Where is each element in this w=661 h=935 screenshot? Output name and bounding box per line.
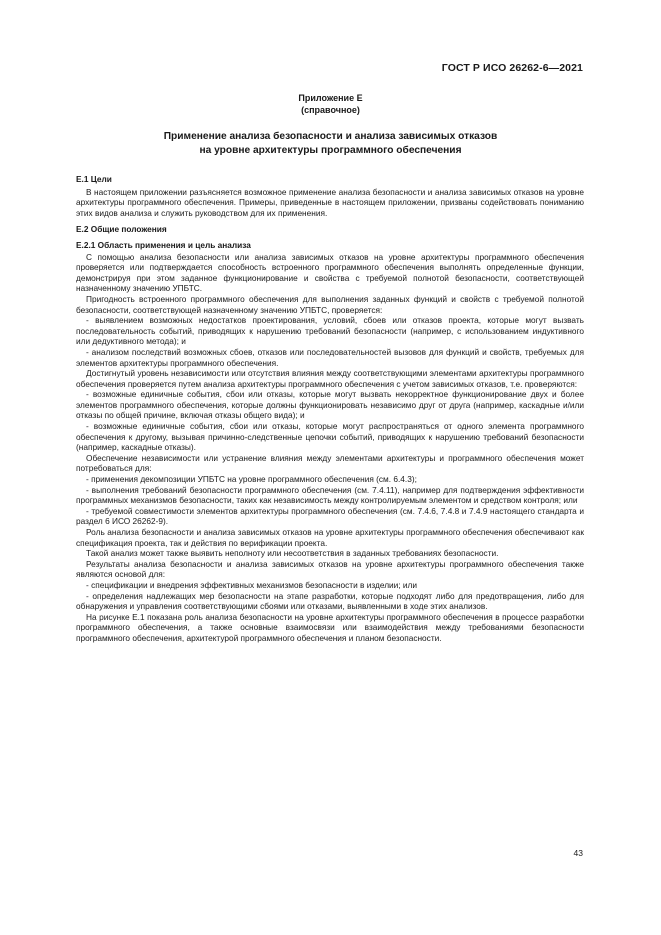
appendix-type: (справочное)	[301, 104, 360, 115]
section-e1-paragraph: В настоящем приложении разъясняется возможное применение анализа безопасности и анализа зависимых отказов на уровне архитектуры программного обеспечения. Примеры, приведенные в настоящем приложении, призваны содействовать пониманию этих видов анализа и служить руководством для их применения.	[76, 186, 584, 218]
section-e2-heading: Е.2 Общие положения	[76, 224, 167, 235]
list-item: - спецификации и внедрения эффективных механизмов безопасности в изделии; или	[86, 579, 418, 590]
appendix-heading	[0, 93, 661, 116]
body-text	[76, 174, 584, 644]
paragraph: Роль анализа безопасности и анализа зависимых отказов на уровне архитектуры программного обеспечения обеспечивают как спецификация проекта, так и действия по верификации проекта.	[76, 527, 584, 548]
list-item: - определения надлежащих мер безопасности на этапе разработки, которые подходят либо для предотвращения, либо для обнаружения и управления соответствующими сбоями или отказами, выявленными в ходе этих анализов.	[76, 590, 584, 612]
paragraph: Пригодность встроенного программного обеспечения для выполнения заданных функций и свойств с требуемой полнотой безопасности, соответствующей назначенному значению УПБТС, проверяется:	[76, 293, 584, 315]
title-line-1: Применение анализа безопасности и анализа зависимых отказов	[163, 131, 498, 142]
paragraph: С помощью анализа безопасности или анализа зависимых отказов на уровне архитектуры программного обеспечения проверяется или подтверждается способность встроенного программного обеспечения выполнять определенные функции, демонстрируя при этом заданное функционирование и свойства с требуемой полнотой безопасности, соответствующей назначенному значению УПБТС.	[76, 251, 584, 294]
paragraph: На рисунке Е.1 показана роль анализа безопасности на уровне архитектуры программного обеспечения в процессе разработки программного обеспечения, а также основные взаимосвязи или взаимодействия между требованиями безопасности программного обеспечения, архитектурой программного обеспечения и планом безопасности.	[76, 611, 584, 643]
list-item: - требуемой совместимости элементов архитектуры программного обеспечения (см. 7.4.6, 7.4.8 и 7.4.9 настоящего стандарта и раздел 6 ИСО 26262-9).	[76, 505, 584, 527]
list-item: - применения декомпозиции УПБТС на уровне программного обеспечения (см. 6.4.3);	[86, 474, 417, 485]
appendix-title	[0, 130, 661, 157]
list-item: - выявлением возможных недостатков проектирования, условий, сбоев или отказов проекта, которые могут вызвать последовательность событий, приводящих к нарушению требований безопасности (например, с использованием индуктивного или дедуктивного метода); и	[76, 315, 584, 347]
title-line-2: на уровне архитектуры программного обеспечения	[199, 144, 462, 156]
paragraph: Достигнутый уровень независимости или отсутствия влияния между соответствующими элементами архитектуры программного обеспечения проверяется путем анализа архитектуры программного обеспечения с учетом зависимых отказов, т.е. проверяются:	[76, 368, 584, 389]
list-item: - возможные единичные события, сбои или отказы, которые могут распространяться от одного элемента программного обеспечения к другому, вызывая причинно-следственные цепочки событий, приводящих к нарушению требований безопасности (например, каскадные отказы).	[76, 421, 584, 453]
section-e1-heading: Е.1 Цели	[76, 174, 112, 184]
page-number: 43	[573, 848, 583, 858]
paragraph: Такой анализ может также выявить неполноту или несоответствия в заданных требованиях безопасности.	[86, 548, 499, 559]
list-item: - анализом последствий возможных сбоев, отказов или последовательностей вызовов для функций и свойств, требуемых для элементов архитектуры программного обеспечения.	[76, 346, 584, 368]
list-item: - выполнения требований безопасности программного обеспечения (см. 7.4.11), например для подтверждения эффективности программных механизмов безопасности, таких как независимость между контролируемым элементом и средством контроля; или	[76, 484, 584, 506]
document-code: ГОСТ Р ИСО 26262-6—2021	[441, 62, 583, 74]
section-e2-1-heading: Е.2.1 Область применения и цель анализа	[76, 239, 251, 250]
list-item: - возможные единичные события, сбои или отказы, которые могут вызвать некорректное функционирование двух и более элементов программного обеспечения, которые должны функционировать независимо друг от друга (например, каскадные и/или отказы по общей причине, включая отказы общего вида); и	[76, 389, 584, 421]
paragraph: Обеспечение независимости или устранение влияния между элементами архитектуры и программного обеспечения может потребоваться для:	[76, 452, 584, 474]
paragraph: Результаты анализа безопасности и анализа зависимых отказов на уровне архитектуры программного обеспечения также являются основой для:	[76, 558, 584, 580]
appendix-label: Приложение Е	[298, 93, 363, 103]
